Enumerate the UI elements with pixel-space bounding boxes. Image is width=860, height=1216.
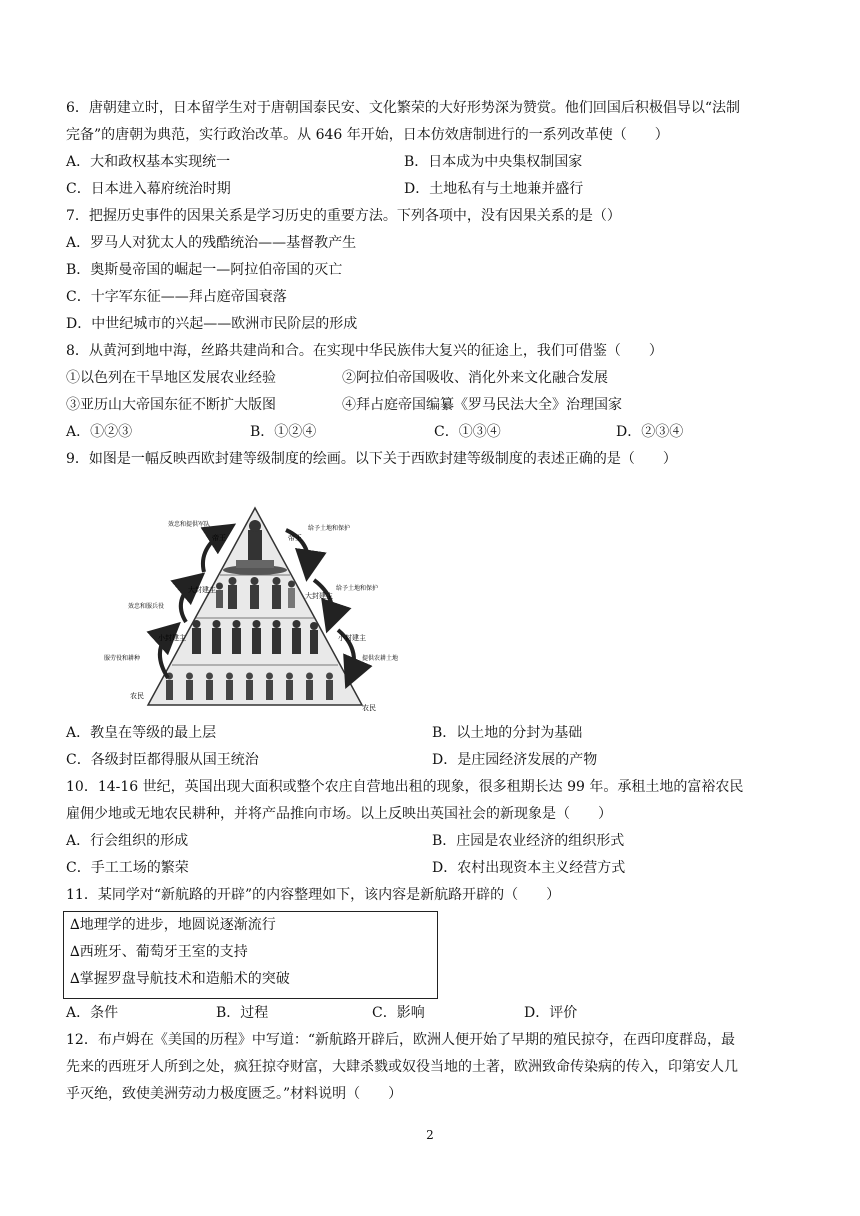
q7-option-a: A．罗马人对犹太人的残酷统治——基督教产生 — [66, 235, 357, 251]
q6-option-d: D．土地私有与土地兼并盛行 — [404, 181, 584, 197]
q8-stem: 8．从黄河到地中海，丝路共建尚和合。在实现中华民族伟大复兴的征途上，我们可借鉴（ ） — [66, 343, 663, 359]
q11-option-d: D．评价 — [524, 1005, 578, 1021]
q6-stem-line2: 完备”的唐朝为典范，实行政治改革。从 646 年开始，日本仿效唐制进行的一系列改革使（ ） — [66, 127, 669, 143]
q9-stem: 9．如图是一幅反映西欧封建等级制度的绘画。以下关于西欧封建等级制度的表述正确的是（ ） — [66, 451, 677, 467]
peasants-figures — [166, 673, 333, 701]
label-king-right: 帝王 — [288, 534, 302, 542]
label-peasant-left: 农民 — [130, 692, 144, 700]
q10-option-d: D．农村出现资本主义经营方式 — [432, 860, 626, 876]
q8-item-1: ①以色列在干旱地区发展农业经验 — [66, 370, 276, 386]
q9-option-b: B．以土地的分封为基础 — [432, 725, 583, 741]
label-labor: 服劳役和耕种 — [104, 655, 141, 662]
q6-stem-line1: 6．唐朝建立时，日本留学生对于唐朝国泰民安、文化繁荣的大好形势深为赞赏。他们回国后积极倡导以“法制 — [66, 100, 741, 116]
q11-option-b: B．过程 — [216, 1005, 269, 1021]
q11-box-item-2: ∆西班牙、葡萄牙王室的支持 — [70, 944, 248, 960]
label-give-land-1: 给予土地和保护 — [308, 525, 351, 532]
q11-option-a: A．条件 — [66, 1005, 119, 1021]
q7-option-c: C．十字军东征——拜占庭帝国衰落 — [66, 289, 287, 305]
q10-stem-line2: 雇佣少地或无地农民耕种，并将产品推向市场。以上反映出英国社会的新现象是（ ） — [66, 806, 612, 822]
q10-option-a: A．行会组织的形成 — [66, 833, 189, 849]
q8-option-d: D．②③④ — [616, 424, 684, 440]
king-figure — [223, 520, 287, 575]
feudal-hierarchy-figure — [100, 500, 410, 715]
q11-box-item-3: ∆掌握罗盘导航技术和造船术的突破 — [70, 971, 290, 987]
q8-option-b: B．①②④ — [250, 424, 317, 440]
q8-option-c: C．①③④ — [434, 424, 501, 440]
q6-option-c: C．日本进入幕府统治时期 — [66, 181, 231, 197]
label-big-lord-right: 大封建主 — [305, 592, 333, 600]
q12-stem-line2: 先来的西班牙人所到之处，疯狂掠夺财富，大肆杀戮或奴役当地的土著，欧洲致命传染病的传入，印第安人几 — [66, 1059, 738, 1075]
label-small-lord-left: 小封建主 — [158, 634, 186, 642]
q9-option-d: D．是庄园经济发展的产物 — [432, 752, 598, 768]
q7-option-b: B．奥斯曼帝国的崛起一—阿拉伯帝国的灭亡 — [66, 262, 343, 278]
q9-option-c: C．各级封臣都得服从国王统治 — [66, 752, 259, 768]
label-peasant-right: 农民 — [362, 704, 376, 712]
q12-stem-line3: 乎灭绝，致使美洲劳动力极度匮乏。”材料说明（ ） — [66, 1086, 403, 1102]
q11-content-box — [63, 911, 438, 999]
q9-option-a: A．教皇在等级的最上层 — [66, 725, 217, 741]
q7-stem: 7．把握历史事件的因果关系是学习历史的重要方法。下列各项中，没有因果关系的是（） — [66, 208, 621, 224]
q10-option-c: C．手工工场的繁荣 — [66, 860, 189, 876]
q8-item-4: ④拜占庭帝国编纂《罗马民法大全》治理国家 — [342, 397, 622, 413]
label-king-left: 帝王 — [212, 534, 226, 542]
q11-stem: 11．某同学对“新航路的开辟”的内容整理如下，该内容是新航路开辟的（ ） — [66, 887, 561, 903]
q10-stem-line1: 10．14-16 世纪，英国出现大面积或整个农庄自营地出租的现象，很多租期长达 99 年。承租土地的富裕农民 — [66, 779, 744, 795]
label-provide-land: 提供农耕土地 — [362, 655, 399, 662]
q10-option-b: B．庄园是农业经济的组织形式 — [432, 833, 625, 849]
q6-option-b: B．日本成为中央集权制国家 — [404, 154, 583, 170]
label-loyal-service: 效忠和服兵役 — [128, 603, 165, 610]
q11-box-item-1: ∆地理学的进步，地圆说逐渐流行 — [70, 917, 276, 933]
label-give-land-2: 给予土地和保护 — [336, 585, 379, 592]
q8-option-a: A．①②③ — [66, 424, 133, 440]
q12-stem-line1: 12．布卢姆在《美国的历程》中写道：“新航路开辟后，欧洲人便开始了早期的殖民掠夺，在西印度群岛，最 — [66, 1032, 735, 1048]
q8-item-2: ②阿拉伯帝国吸收、消化外来文化融合发展 — [342, 370, 608, 386]
page-number: 2 — [426, 1128, 434, 1142]
q11-option-c: C．影响 — [372, 1005, 425, 1021]
arrow-down-2 — [314, 580, 332, 622]
label-loyal-army: 效忠和提供军队 — [168, 521, 211, 528]
q7-option-d: D．中世纪城市的兴起——欧洲市民阶层的形成 — [66, 316, 358, 332]
q6-option-a: A．大和政权基本实现统一 — [66, 154, 231, 170]
q8-item-3: ③亚历山大帝国东征不断扩大版图 — [66, 397, 276, 413]
label-small-lord-right: 小封建主 — [338, 634, 366, 642]
label-big-lord-left: 大封建主 — [188, 586, 216, 594]
